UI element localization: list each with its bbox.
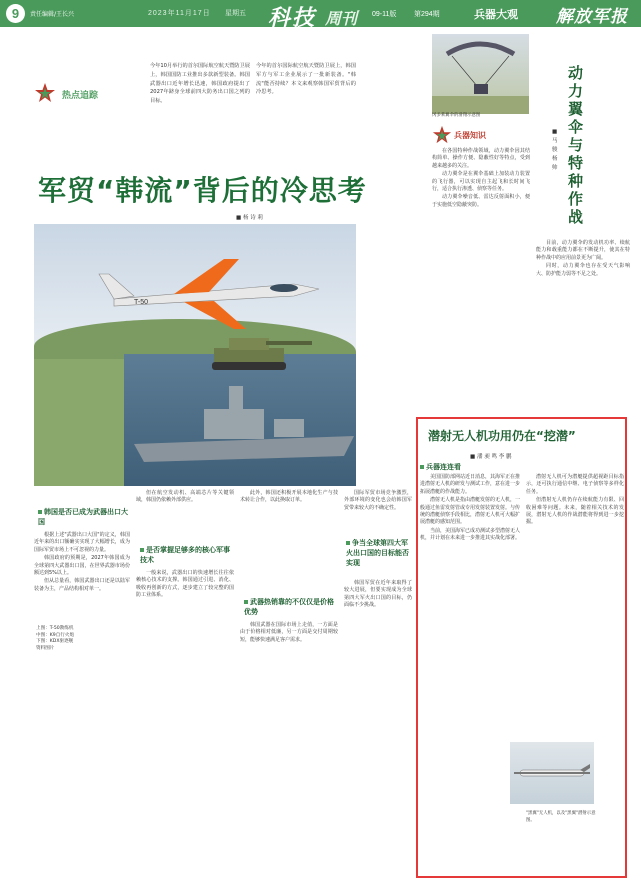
article-column: 潜射无人机可为潜艇提供超视距目标指示，还可执行通信中继、电子侦察等多样化任务。 但潜射无人机仍存在续航能力有限、回收困难等问题。未来，随着相关技术的发展，潜射无人机的作战潜能将得到进一步挖掘。 [526, 474, 624, 526]
headline: 军贸“韩流”背后的冷思考 [38, 174, 367, 207]
article-column: 目前，动力翼伞的发动机功率、续航能力和载重能力都在不断提升，使其在特种作战中的应用前景更为广阔。 同时，动力翼伞也存在受天气影响大、防护能力弱等不足之处。 [536, 240, 630, 277]
subheading: 争当全球第四大军火出口国的目标能否实现 [346, 539, 409, 567]
photo-caption: "黑翼"无人机，以及"黑翼"潜射示意图。 [526, 811, 596, 823]
issue-date: 2023年11月17日 [148, 10, 211, 17]
intro-text: 今年10月举行的首尔国际航空航天暨防卫展上，韩国国防工业推出多款新型装备。韩国武器出口近年增长迅速，韩国政府提出了2027年跻身全球前四大防务出口国之列的目标。 [150, 63, 250, 105]
article-column: 根据上述"武器出口大国"的定义，韩国近年来的出口额确实实现了大幅增长，成为国际军贸市场上不可忽视的力量。 韩国政府的预期是，2027年韩国成为全球第四大武器出口国，在世界武器市场份额达到5%以上。 但从总量看，韩国武器出口还是以陆军装备为主，产品结构相对单一。 [34, 532, 130, 592]
paraglider-photo [432, 34, 529, 114]
subheading: 武器热销靠的不仅仅是价格优势 [244, 598, 334, 616]
page-number: 9 [6, 4, 25, 23]
article-column: 但在航空发动机、高端芯片等关键领域，韩国仍依赖外部供应。 [136, 490, 234, 504]
page-header [0, 0, 641, 31]
section-title-big: 科技 [268, 6, 317, 31]
jet-image [94, 244, 324, 334]
byline: ■ 潘 昶 鸣 李 鹏 [470, 454, 512, 460]
issue-weekday: 星期五 [225, 9, 246, 17]
section-title-small: 周刊 [325, 9, 358, 28]
article-column: 在各国特种作战领域，动力翼伞因其结构简单、操作方便、隐蔽性好等特点，受到越来越多的关注。 动力翼伞是在翼伞基础上加装动力装置的飞行器，可以实现自主起飞和长时间飞行，适合执行渗透、侦察等任务。 动力翼伞噪音低、雷达反射面积小，便于实施低空隐蔽突防。 [432, 148, 530, 208]
byline: ■ 马 骏 杨 帅 [552, 129, 558, 171]
paraglider-image [432, 34, 529, 114]
article-column: 韩国武器在国际市场上走俏，一方面是由于价格相对低廉，另一方面是交付周期较短，能够快速满足客户需求。 [240, 622, 338, 643]
howitzer-image [204, 330, 314, 374]
issue-total: 第294期 [414, 11, 440, 18]
subheading: 兵器连连看 [420, 462, 461, 472]
star-icon [432, 125, 452, 145]
intro-text: 今年的首尔国际航空航天暨防卫展上，韩国军方与军工企业展示了一批新装备。"韩流"能否持续？本文来观察韩国军贸背后的冷思考。 [256, 63, 356, 96]
uav-image [510, 742, 594, 804]
issue-pages: 09-11版 [372, 11, 397, 18]
byline: ■ 杨 诗 莉 [236, 215, 263, 221]
editor-credit: 责任编辑/王长兴 [30, 11, 75, 18]
column-name: 兵器大观 [474, 8, 518, 21]
svg-text:T-50: T-50 [134, 299, 149, 306]
article-column: 韩国军贸在近年来取得了较大进展，但要实现成为全球第四大军火出口国的目标，仍面临不少挑战。 [344, 580, 412, 609]
destroyer-image [134, 374, 354, 474]
photo-caption: 冈多莱翼伞的滑翔示意图 [432, 113, 481, 118]
article-column: 美国国防部网站近日消息，其海军正在推进潜射无人机的研发与测试工作，意在进一步拓展潜艇的作战能力。 潜射无人机是指由潜艇发射的无人机，一般通过鱼雷发射管或专用发射装置发射。与传统的潜艇侦察手段相比，潜射无人机可大幅扩展潜艇的感知范围。 当前，美国海军已成功测试多型潜射无人机，并计划在未来进一步推进其实战化部署。 [420, 474, 521, 542]
subheading: 韩国是否已成为武器出口大国 [38, 508, 128, 526]
column-label-hot-topic: 热点追踪 [62, 91, 99, 101]
headline: 动力翼伞与特种作战 [568, 64, 584, 226]
photo-caption: 上图：T-50教练机 中图：K9自行火炮 下图：KDX驱逐舰 资料图片 [36, 626, 75, 651]
newspaper-logo: 解放军报 [556, 7, 628, 27]
article-column: 此外，韩国还积极开展本地化生产与技术转让合作，以此换取订单。 [240, 490, 338, 504]
subheading: 是否掌握足够多的核心军事技术 [140, 546, 230, 564]
star-icon [34, 82, 56, 104]
article-column: 国际军贸市场竞争激烈，外部环境的变化也会给韩国军贸带来较大的不确定性。 [344, 490, 412, 511]
uav-photo [510, 742, 594, 804]
article-column: 一般来说，武器出口的快速增长往往依赖核心技术的支撑。韩国通过引进、消化、吸收再创新的方式，逐步建立了较完整的国防工业体系。 [136, 570, 234, 599]
column-label-weapon-knowledge: 兵器知识 [454, 131, 486, 140]
headline: 潜射无人机功用仍在“挖潜” [428, 429, 576, 443]
